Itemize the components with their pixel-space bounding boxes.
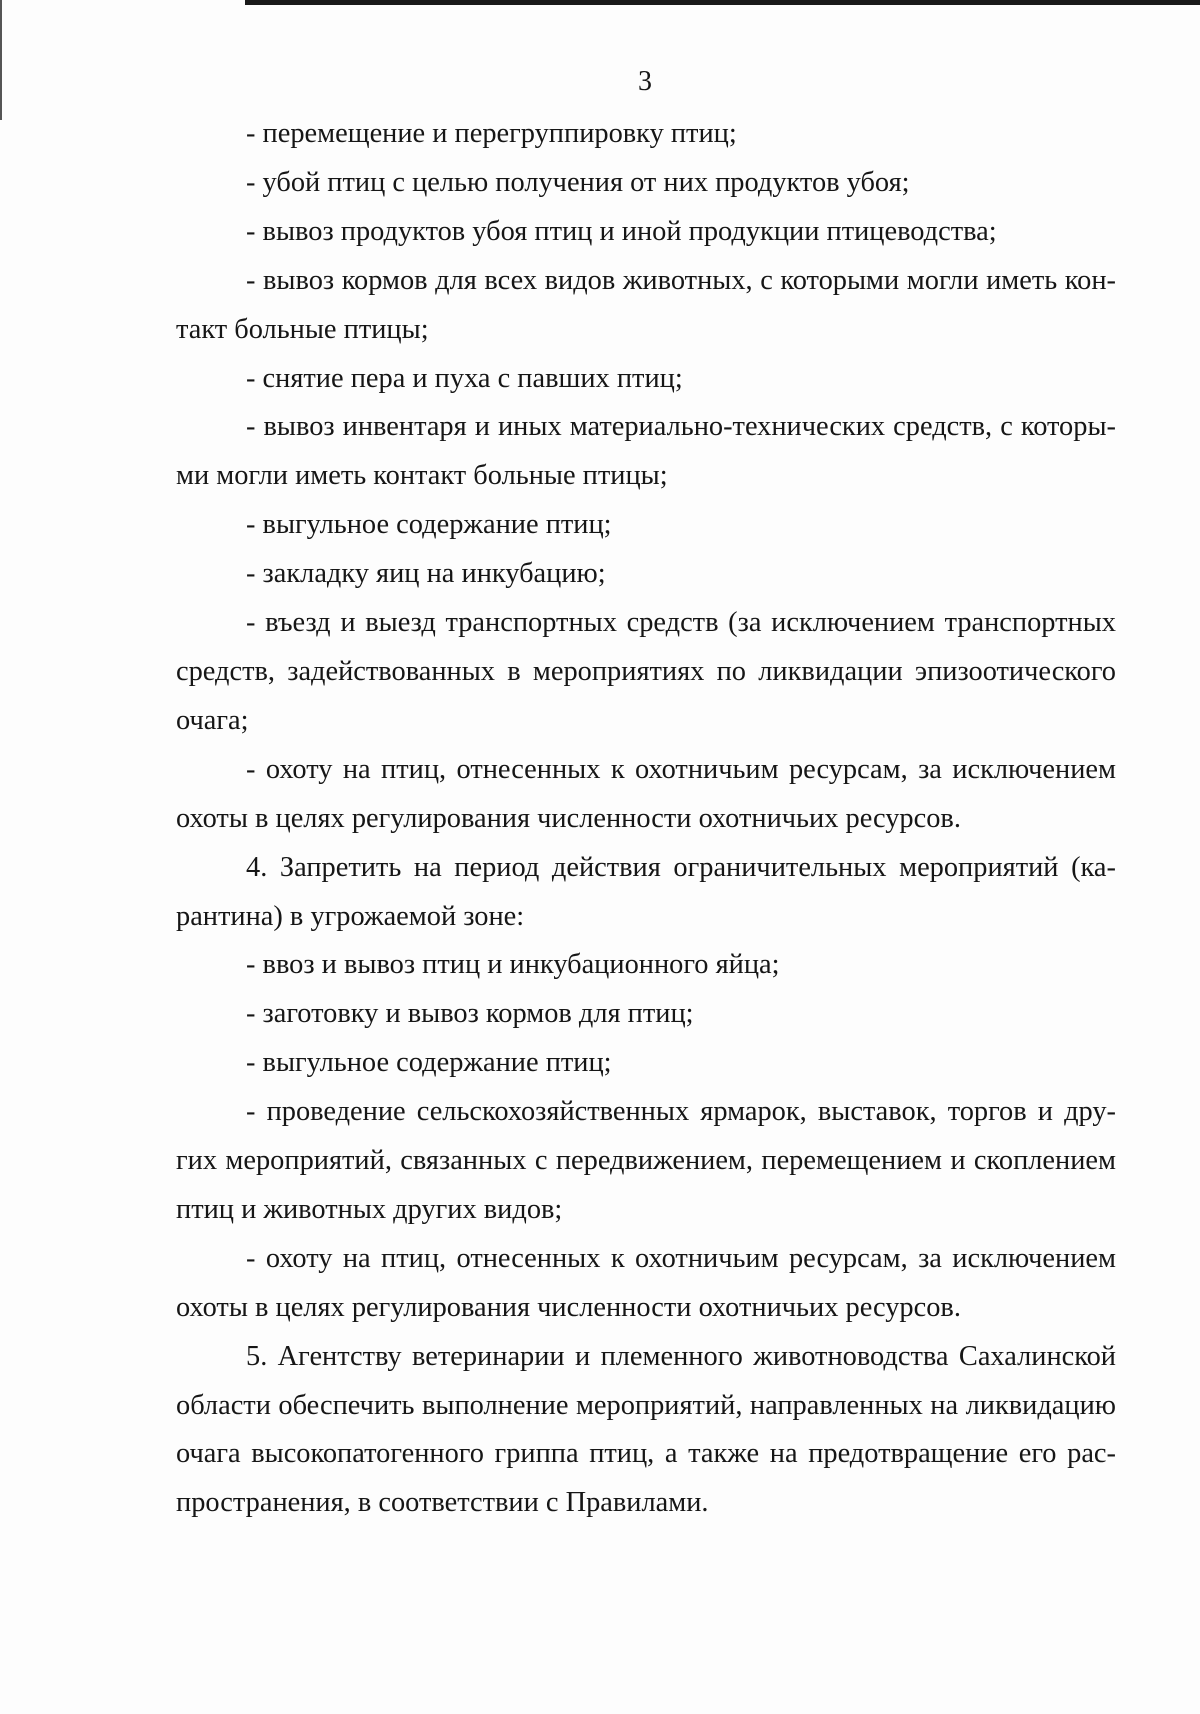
paragraph: 5. Агентству ветеринарии и племенного животноводства Сахалинской области обеспечить выполнение мероприятий, направленных на ликвидацию очага высокопатогенного гриппа птиц, а также на предотвращение его распространения, в соответствии с Правилами. [176, 1340, 1116, 1519]
paragraph: - перемещение и перегруппировку птиц; [246, 118, 737, 149]
paragraph: - выгульное содержание птиц; [246, 509, 612, 541]
paragraph: - въезд и выезд транспортных средств (за исключением транспортных средств, задействованных в мероприятиях по ликвидации эпизоотического очага; [176, 607, 1116, 736]
scan-left-edge [0, 0, 2, 120]
scan-top-edge [245, 0, 1200, 5]
paragraph: - вывоз продуктов убоя птиц и иной продукции птицеводства; [246, 215, 997, 247]
paragraph: - снятие пера и пуха с павших птиц; [246, 362, 683, 394]
paragraph: - убой птиц с целью получения от них продуктов убоя; [246, 166, 910, 198]
paragraph: - заготовку и вывоз кормов для птиц; [246, 998, 694, 1030]
paragraph: - охоту на птиц, отнесенных к охотничьим ресурсам, за исключением охоты в целях регулирования численности охотничьих ресурсов. [176, 753, 1116, 834]
paragraph: - выгульное содержание птиц; [246, 1047, 612, 1079]
paragraph: - вывоз кормов для всех видов животных, с которыми могли иметь контакт больные птицы; [176, 264, 1116, 345]
paragraph: - закладку яиц на инкубацию; [246, 558, 606, 590]
document-body [176, 110, 1116, 1528]
paragraph: - проведение сельскохозяйственных ярмарок, выставок, торгов и других мероприятий, связанных с передвижением, перемещением и скоплением птиц и животных других видов; [176, 1096, 1116, 1225]
paragraph: - охоту на птиц, отнесенных к охотничьим ресурсам, за исключением охоты в целях регулирования численности охотничьих ресурсов. [176, 1242, 1116, 1323]
paragraph: - вывоз инвентаря и иных материально-технических средств, с которыми могли иметь контакт больные птицы; [176, 411, 1116, 492]
paragraph: - ввоз и вывоз птиц и инкубационного яйца; [246, 949, 780, 981]
paragraph: 4. Запретить на период действия ограничительных мероприятий (карантина) в угрожаемой зоне: [176, 851, 1116, 932]
page-number: 3 [638, 66, 652, 97]
